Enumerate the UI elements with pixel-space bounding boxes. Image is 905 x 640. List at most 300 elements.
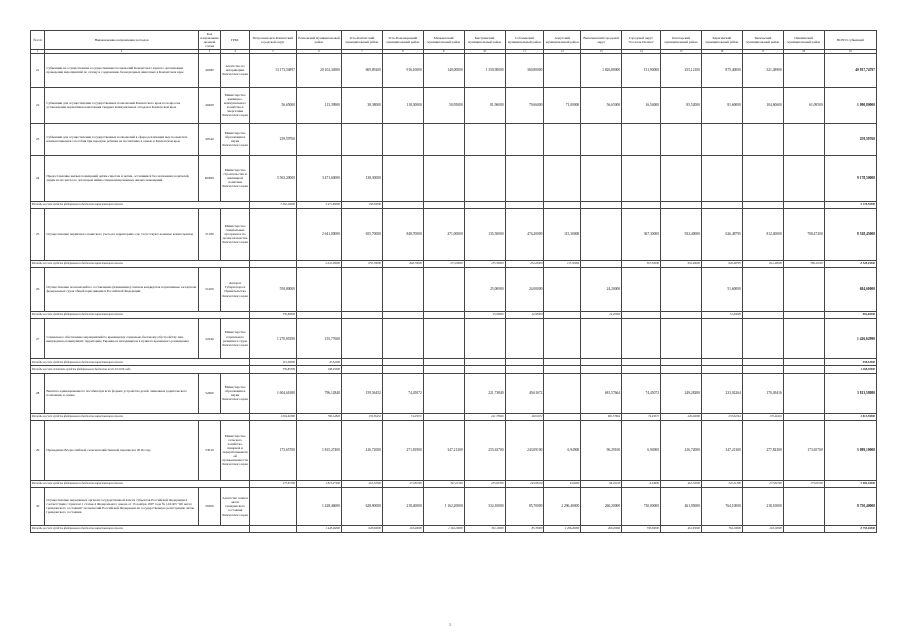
amount-cell [622, 155, 661, 201]
amount-cell [783, 359, 824, 366]
amount-cell: 85,70000 [505, 525, 544, 532]
column-header: Олюторский муниципальный район [661, 31, 702, 50]
budget-table-sheet [30, 30, 877, 533]
amount-cell: 367,30000 [622, 208, 661, 260]
amount-cell: 159,56452 [341, 373, 382, 413]
amount-cell: 25,00000 [464, 267, 505, 311]
amount-cell: 159,56452 [341, 413, 382, 420]
amount-cell: 255,63700 [464, 420, 505, 480]
column-header: Тигильский муниципальный район [742, 31, 783, 50]
column-number: 6 [296, 49, 341, 53]
amount-cell: 173,65700 [783, 480, 824, 487]
amount-cell [701, 123, 742, 155]
column-number: 4 [221, 49, 250, 53]
row-grbs: Министерство образования и науки Камчатского края [221, 123, 250, 155]
row-grbs: Агентство записи актов гражданского состояния Камчатского края [221, 487, 250, 525]
amount-cell [249, 208, 296, 260]
amount-cell [742, 267, 783, 311]
amount-cell: 2 641,00000 [296, 208, 341, 260]
amount-cell [341, 123, 382, 155]
row-number: 24 [31, 155, 45, 201]
column-number: 19 [824, 49, 876, 53]
subtotal-label: Расходы за счет средств федерального бюджета нарастающим итогом [31, 525, 250, 532]
total-cell: 8 750,40000 [824, 487, 876, 525]
subtotal-row [31, 359, 877, 366]
row-code: R0820 [198, 155, 221, 201]
amount-cell [783, 487, 824, 525]
subtotal-label: Расходы за счет средств федерального бюджета нарастающим итогом [31, 359, 250, 366]
amount-cell [581, 123, 622, 155]
table-row [31, 420, 877, 480]
amount-cell [423, 319, 464, 359]
table-row [31, 487, 877, 525]
amount-cell: 233,02264 [701, 373, 742, 413]
amount-cell: 24,20000 [581, 267, 622, 311]
row-number: 29 [31, 420, 45, 480]
amount-cell: 764,10000 [701, 487, 742, 525]
amount-cell [505, 201, 544, 208]
amount-cell: 474,20000 [505, 208, 544, 260]
amount-cell: 764,10000 [701, 525, 742, 532]
total-cell: 9 178,50000 [824, 201, 876, 208]
amount-cell: 796,12840 [296, 413, 341, 420]
amount-cell [622, 267, 661, 311]
subtotal-label: Расходы за счет средств федерального бюджета нарастающим итогом [31, 413, 250, 420]
amount-cell: 49,61672 [505, 413, 544, 420]
amount-cell: 140,00000 [423, 53, 464, 87]
amount-cell: 79,66000 [505, 87, 544, 123]
amount-cell [341, 267, 382, 311]
row-grbs: Министерство сельского хозяйства, пищевой и перерабатывающей промышленности Камчатского края [221, 420, 250, 480]
column-header: Быстринский муниципальный район [464, 31, 505, 50]
row-name: Осуществление переданных органам государственной власти субъектов Российской Федерации в соответствии с пунктом 1 статьи 4 Федерального закона от 15 ноября 1997 года № 143-ФЗ "Об актах гражданского состояния" полномочий Российской Федерации на государственную регистрацию актов гражданского состояния [45, 487, 198, 525]
amount-cell [783, 267, 824, 311]
amount-cell: 24,20000 [581, 311, 622, 318]
amount-cell: 3 471,60000 [296, 155, 341, 201]
amount-cell [622, 311, 661, 318]
amount-cell: 550,80000 [249, 311, 296, 318]
amount-cell [341, 359, 382, 366]
amount-cell [783, 525, 824, 532]
amount-cell [661, 366, 702, 373]
row-grbs: Министерство жилищно-коммунального хозяйства и энергетики Камчатского края [221, 87, 250, 123]
amount-cell: 461,95000 [661, 487, 702, 525]
amount-cell [742, 201, 783, 208]
amount-cell [701, 319, 742, 359]
row-code: 40460 [198, 87, 221, 123]
amount-cell: 2 296,40000 [544, 487, 581, 525]
table-row [31, 208, 877, 260]
amount-cell: 2 296,40000 [544, 525, 581, 532]
amount-cell: 16,54000 [622, 87, 661, 123]
amount-cell [423, 155, 464, 201]
subtotal-label: Расходы за счет средств федерального бюджета нарастающим итогом [31, 260, 250, 267]
total-cell: 8 750,40000 [824, 525, 876, 532]
column-number: 10 [464, 49, 505, 53]
amount-cell: 138,30000 [341, 155, 382, 201]
amount-cell [464, 201, 505, 208]
amount-cell: 271,00000 [423, 260, 464, 267]
amount-cell [464, 359, 505, 366]
amount-cell [505, 123, 544, 155]
amount-cell: 50,95000 [423, 87, 464, 123]
amount-cell: 96,29100 [581, 480, 622, 487]
amount-cell: 170,49416 [742, 373, 783, 413]
amount-cell [622, 123, 661, 155]
amount-cell [742, 359, 783, 366]
table-row [31, 319, 877, 359]
amount-cell: 138,30000 [341, 201, 382, 208]
subvention-table [30, 30, 877, 533]
amount-cell: 812,40000 [742, 260, 783, 267]
table-body [31, 53, 877, 533]
total-cell: 259,59760 [824, 123, 876, 155]
amount-cell [581, 366, 622, 373]
amount-cell: 56,65000 [581, 87, 622, 123]
amount-cell: 113,39900 [296, 87, 341, 123]
amount-cell: 20 102,34900 [296, 53, 341, 87]
amount-cell: 218,10000 [742, 525, 783, 532]
amount-cell: 135,50000 [464, 260, 505, 267]
column-header: № п/п [31, 31, 45, 50]
column-number: 15 [661, 49, 702, 53]
column-header: Петропавловск-Камчатский городской округ [249, 31, 296, 50]
amount-cell [701, 201, 742, 208]
amount-cell: 233,02264 [701, 413, 742, 420]
amount-cell: 255,12100 [661, 53, 702, 87]
column-number: 3 [198, 49, 221, 53]
amount-cell: 730,00000 [622, 525, 661, 532]
column-number: 5 [249, 49, 296, 53]
amount-cell: 1 270,85390 [249, 319, 296, 359]
amount-cell: 47,32000 [296, 359, 341, 366]
amount-cell [382, 319, 423, 359]
amount-cell [423, 373, 464, 413]
amount-cell: 347,21300 [701, 480, 742, 487]
amount-cell: 474,20000 [505, 260, 544, 267]
column-number: 16 [701, 49, 742, 53]
amount-cell: 118,30000 [382, 87, 423, 123]
amount-cell: 74,45072 [382, 413, 423, 420]
amount-cell [249, 525, 296, 532]
amount-cell: 681,57664 [581, 373, 622, 413]
amount-cell [783, 311, 824, 318]
row-grbs: Аппарат Губернатора и Правительства Камчатского края [221, 267, 250, 311]
table-row [31, 155, 877, 201]
amount-cell: 85,70000 [505, 487, 544, 525]
amount-cell: 1 162,20000 [423, 525, 464, 532]
amount-cell: 260,20000 [581, 487, 622, 525]
column-number: 18 [783, 49, 824, 53]
amount-cell: 155,77600 [296, 319, 341, 359]
amount-cell [544, 359, 581, 366]
column-header: Соболевский муниципальный район [505, 31, 544, 50]
amount-cell: 550,80000 [249, 267, 296, 311]
amount-cell: 5 563,20000 [249, 155, 296, 201]
amount-cell: 2 641,00000 [296, 260, 341, 267]
amount-cell: 49,61672 [505, 373, 544, 413]
row-name: Субвенции на осуществление государственных полномочий Камчатского края по организации проведения мероприятий по отлову и содержанию безнадзорных животных в Камчатском крае [45, 53, 198, 87]
amount-cell [783, 373, 824, 413]
amount-cell: 332,10000 [464, 487, 505, 525]
amount-cell [544, 123, 581, 155]
table-row [31, 87, 877, 123]
amount-cell: 626,48795 [701, 260, 742, 267]
row-code: 59300 [198, 487, 221, 525]
amount-cell: 25,00000 [464, 311, 505, 318]
table-row [31, 53, 877, 87]
subtotal-label: Расходы за счет остатков средств федерального бюджета на 01.01.2016 года [31, 366, 250, 373]
amount-cell: 243,09100 [505, 420, 544, 480]
amount-cell [622, 319, 661, 359]
subtotal-label: Расходы за счет средств федерального бюджета нарастающим итогом [31, 311, 250, 318]
column-header: Мильковский муниципальный район [423, 31, 464, 50]
column-number: 7 [341, 49, 382, 53]
amount-cell: 332,10000 [464, 525, 505, 532]
row-code: 40540 [198, 123, 221, 155]
amount-cell: 74,45072 [382, 373, 423, 413]
row-grbs: Министерство специальных программ и по делам казачества Камчатского края [221, 208, 250, 260]
amount-cell [742, 366, 783, 373]
amount-cell: 255,63700 [464, 480, 505, 487]
amount-cell [622, 366, 661, 373]
amount-cell [544, 373, 581, 413]
amount-cell: 1 815,27400 [296, 480, 341, 487]
row-number: 22 [31, 87, 45, 123]
amount-cell [505, 366, 544, 373]
amount-cell: 6,94900 [544, 420, 581, 480]
amount-cell: 249,28280 [661, 373, 702, 413]
amount-cell [783, 366, 824, 373]
amount-cell: 249,28280 [661, 413, 702, 420]
total-cell: 5 099,10000 [824, 480, 876, 487]
row-code: 51200 [198, 267, 221, 311]
column-header: ГРБС [221, 31, 250, 50]
column-number: 13 [581, 49, 622, 53]
column-header: Код направления целевой статьи [198, 31, 221, 50]
amount-cell: 135,50000 [464, 208, 505, 260]
amount-cell: 271,81900 [382, 480, 423, 487]
row-grbs: Агентство по ветеринарии Камчатского края [221, 53, 250, 87]
column-number: 2 [45, 49, 198, 53]
amount-cell: 416,72000 [341, 420, 382, 480]
amount-cell [783, 201, 824, 208]
amount-cell [783, 53, 824, 87]
column-number: 8 [382, 49, 423, 53]
row-name: Субвенции для осуществления государственных полномочий Камчатского края по вопросам установления нормативов накопления твердых коммунальных отходов в Камчатском крае [45, 87, 198, 123]
table-row [31, 373, 877, 413]
amount-cell: 1 428,46000 [296, 487, 341, 525]
amount-cell [382, 359, 423, 366]
amount-cell [742, 319, 783, 359]
amount-cell [661, 267, 702, 311]
column-number: 17 [742, 49, 783, 53]
subtotal-label: Расходы за счет средств федерального бюджета нарастающим итогом [31, 201, 250, 208]
amount-cell: 6,94900 [544, 480, 581, 487]
amount-cell [544, 53, 581, 87]
amount-cell: 628,90000 [341, 525, 382, 532]
amount-cell [423, 267, 464, 311]
amount-cell: 104,60600 [742, 87, 783, 123]
amount-cell [581, 155, 622, 201]
amount-cell: 347,21300 [701, 420, 742, 480]
row-code: 51180 [198, 208, 221, 260]
amount-cell: 1 162,20000 [423, 487, 464, 525]
row-number: 28 [31, 373, 45, 413]
amount-cell: 85,52000 [661, 87, 702, 123]
total-cell: 3 813,58080 [824, 413, 876, 420]
amount-cell: 277,82300 [742, 420, 783, 480]
row-name: Субвенции для осуществления государственных полномочий в сфере реализации мер по выплате компенсационного пособия при передаче ребенка на воспитание в семью в Камчатском крае [45, 123, 198, 155]
amount-cell: 321,38900 [742, 53, 783, 87]
column-header: Карагинский муниципальный район [701, 31, 742, 50]
amount-cell [622, 201, 661, 208]
amount-cell: 170,49416 [742, 413, 783, 420]
total-cell: 684,60000 [824, 267, 876, 311]
row-name: Предоставление жилых помещений детям-сиротам и детям, оставшимся без попечения родителей, лицам из их числа по договорам найма специализированных жилых помещений [45, 155, 198, 201]
row-code: 52240 [198, 319, 221, 359]
column-number: 11 [505, 49, 544, 53]
amount-cell: 24,00000 [505, 267, 544, 311]
amount-cell: 81,96000 [464, 87, 505, 123]
column-header: Елизовский муниципальный район [296, 31, 341, 50]
row-grbs: Министерство образования и науки Камчатского края [221, 373, 250, 413]
total-cell: 684,60000 [824, 311, 876, 318]
amount-cell: 243,09100 [505, 480, 544, 487]
amount-cell: 260,20000 [581, 525, 622, 532]
amount-cell [742, 123, 783, 155]
amount-cell: 1 815,27400 [296, 420, 341, 480]
amount-cell [661, 155, 702, 201]
amount-cell: 5 563,20000 [249, 201, 296, 208]
row-name: Осуществление первичного воинского учета на территориях, где отсутствуют военные комиссариаты [45, 208, 198, 260]
amount-cell: 74,45072 [622, 373, 661, 413]
amount-cell [544, 155, 581, 201]
total-cell: 8 528,45000 [824, 208, 876, 260]
total-cell: 9 178,50000 [824, 155, 876, 201]
row-number: 23 [31, 123, 45, 155]
amount-cell [382, 123, 423, 155]
amount-cell [382, 267, 423, 311]
total-cell: 40 937,74797 [824, 53, 876, 87]
amount-cell: 271,00000 [423, 208, 464, 260]
amount-cell: 6,94900 [622, 420, 661, 480]
amount-cell: 173,65700 [249, 420, 296, 480]
amount-cell [581, 201, 622, 208]
amount-cell: 932,40000 [661, 208, 702, 260]
amount-cell: 916,10000 [382, 53, 423, 87]
total-cell: 8 528,45000 [824, 260, 876, 267]
amount-cell: 271,81900 [382, 420, 423, 480]
amount-cell [544, 201, 581, 208]
amount-cell: 61,09500 [783, 87, 824, 123]
amount-cell: 626,48795 [701, 208, 742, 260]
amount-cell: 848,70000 [382, 260, 423, 267]
total-cell: 1 090,80000 [824, 87, 876, 123]
total-cell: 1 426,62990 [824, 319, 876, 359]
amount-cell [505, 319, 544, 359]
amount-cell: 655,70000 [341, 260, 382, 267]
amount-cell [661, 123, 702, 155]
amount-cell [464, 319, 505, 359]
row-number: 30 [31, 487, 45, 525]
amount-cell [544, 413, 581, 420]
subtotal-row [31, 366, 877, 373]
amount-cell: 1 604,61680 [249, 373, 296, 413]
amount-cell [544, 311, 581, 318]
amount-cell [581, 208, 622, 260]
amount-cell [505, 155, 544, 201]
amount-cell: 416,72000 [661, 480, 702, 487]
amount-cell: 51,60000 [701, 311, 742, 318]
amount-cell: 151,90000 [622, 53, 661, 87]
amount-cell [296, 267, 341, 311]
row-code: 52600 [198, 373, 221, 413]
amount-cell: 812,40000 [742, 208, 783, 260]
amount-cell: 848,70000 [382, 208, 423, 260]
row-number: 21 [31, 53, 45, 87]
amount-cell: 1 350,90000 [464, 53, 505, 87]
column-header: Усть-Камчатский муниципальный район [341, 31, 382, 50]
amount-cell: 38,38000 [341, 87, 382, 123]
amount-cell [701, 155, 742, 201]
amount-cell [622, 359, 661, 366]
amount-cell [661, 319, 702, 359]
column-header: ВСЕГО субвенций [824, 31, 876, 50]
column-number: 1 [31, 49, 45, 53]
column-number: 14 [622, 49, 661, 53]
amount-cell [423, 201, 464, 208]
amount-cell: 347,21300 [423, 420, 464, 480]
amount-cell: 6,94900 [622, 480, 661, 487]
amount-cell [661, 359, 702, 366]
subtotal-row [31, 480, 877, 487]
row-number: 26 [31, 267, 45, 311]
amount-cell: 56,65000 [249, 87, 296, 123]
amount-cell: 730,00000 [622, 487, 661, 525]
amount-cell [783, 413, 824, 420]
row-name: Выплата единовременного пособия при всех формах устройства детей, лишенных родительского попечения, в семью [45, 373, 198, 413]
column-number: 9 [423, 49, 464, 53]
amount-cell [742, 155, 783, 201]
amount-cell: 115,30000 [544, 208, 581, 260]
amount-cell [249, 260, 296, 267]
column-header: Вилючинский городской округ [581, 31, 622, 50]
amount-cell: 875,40000 [701, 53, 742, 87]
row-code: 40280 [198, 53, 221, 87]
total-cell: 3 813,58080 [824, 373, 876, 413]
subtotal-label: Расходы за счет средств федерального бюджета нарастающим итогом [31, 480, 250, 487]
amount-cell: 173,65700 [249, 480, 296, 487]
amount-cell [783, 123, 824, 155]
column-header: Наименование направления расходов [45, 31, 198, 50]
amount-cell: 1 826,80000 [581, 53, 622, 87]
amount-cell: 609,89200 [341, 53, 382, 87]
amount-cell [544, 319, 581, 359]
amount-cell: 71,00000 [544, 87, 581, 123]
subtotal-row [31, 201, 877, 208]
amount-cell: 277,82300 [742, 480, 783, 487]
amount-cell: 1 604,61680 [249, 413, 296, 420]
amount-cell [742, 311, 783, 318]
amount-cell [382, 366, 423, 373]
table-row [31, 123, 877, 155]
amount-cell: 81,60000 [701, 87, 742, 123]
amount-cell: 51,60000 [701, 267, 742, 311]
amount-cell: 218,10000 [742, 487, 783, 525]
amount-cell: 655,70000 [341, 208, 382, 260]
column-header: Алеутский муниципальный район [544, 31, 581, 50]
